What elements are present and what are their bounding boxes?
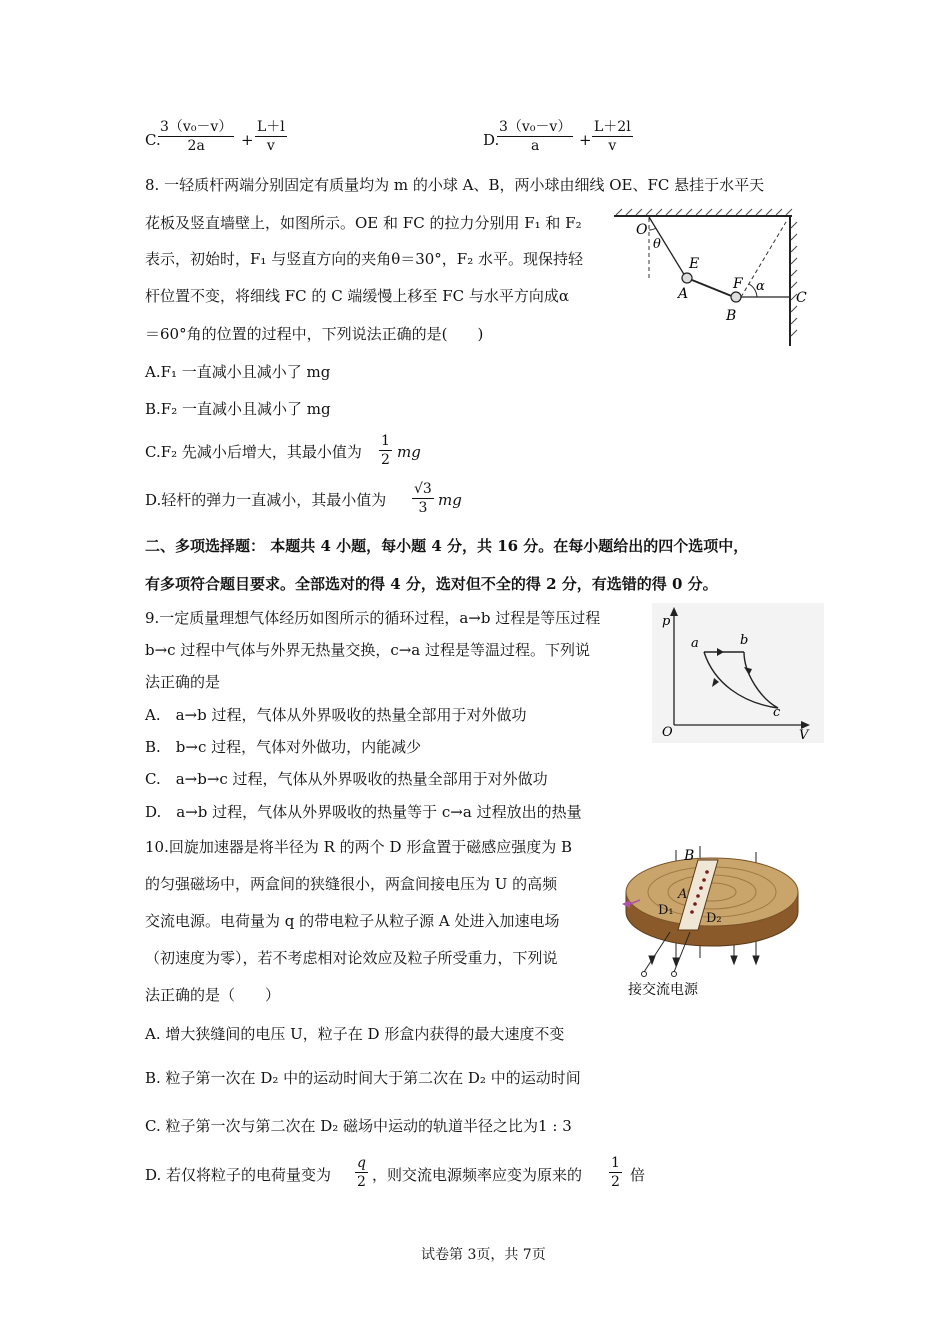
q9-option-a: A. a→b 过程，气体从外界吸收的热量全部用于对外做功: [145, 706, 527, 724]
q10-stem-line3: 交流电源。电荷量为 q 的带电粒子从粒子源 A 处进入加速电场: [145, 912, 560, 930]
wall-hatching: [791, 222, 797, 336]
q9-pv-diagram: [652, 603, 824, 743]
label-c: C: [796, 290, 807, 306]
q10-stem-line4: （初速度为零），若不考虑相对论效应及粒子所受重力，下列说: [145, 949, 558, 967]
label-b: B: [684, 848, 695, 864]
figure-caption: 接交流电源: [628, 982, 698, 998]
fraction-numerator: √3: [414, 481, 432, 497]
fraction-denominator: v: [608, 138, 617, 154]
q10-stem-line2: 的匀强磁场中，两盒间的狭缝很小，两盒间接电压为 U 的高频: [145, 875, 558, 893]
q7-option-d-label: D.: [483, 131, 500, 149]
fraction-denominator: 2: [611, 1174, 620, 1190]
q7-option-d-fraction1: [497, 118, 573, 155]
fraction-numerator: q: [357, 1155, 366, 1171]
fraction-numerator: L＋l: [257, 119, 285, 135]
q9-stem-line3: 法正确的是: [145, 673, 221, 691]
field-arrows: [649, 956, 759, 966]
label-d2: D₂: [706, 911, 722, 926]
q10-option-d: D. 若仅将粒子的电荷量变为: [145, 1166, 332, 1184]
label-b: B: [726, 308, 737, 324]
label-theta: θ: [653, 237, 661, 252]
figure-background: [652, 603, 824, 743]
fraction-numerator: L＋2l: [594, 119, 631, 135]
label-e: E: [689, 256, 700, 272]
q9-stem-line1: 9.一定质量理想气体经历如图所示的循环过程，a→b 过程是等压过程: [145, 609, 601, 627]
q8-option-c: C.F₂ 先减小后增大，其最小值为: [145, 443, 362, 461]
label-p: p: [662, 614, 671, 629]
q8-option-a: A.F₁ 一直减小且减小了 mg: [145, 363, 331, 381]
label-o: O: [662, 725, 673, 740]
label-a: A: [678, 286, 689, 302]
q10-option-a: A. 增大狭缝间的电压 U，粒子在 D 形盒内获得的最大速度不变: [145, 1025, 565, 1043]
q10-option-c: C. 粒子第一次与第二次在 D₂ 磁场中运动的轨道半径之比为1 : 3: [145, 1117, 572, 1135]
q10-option-b: B. 粒子第一次在 D₂ 中的运动时间大于第二次在 D₂ 中的运动时间: [145, 1069, 581, 1087]
q10-option-d-middle: ，则交流电源频率应变为原来的: [372, 1166, 583, 1184]
q10-stem-line5: 法正确的是（ ）: [145, 986, 281, 1004]
q9-option-d: D. a→b 过程，气体从外界吸收的热量等于 c→a 过程放出的热量: [145, 803, 582, 821]
light-rod: [687, 278, 734, 297]
section2-heading-line1: 二、多项选择题： 本题共 4 小题，每小题 4 分，共 16 分。在每小题给出的四个选项中，: [145, 537, 749, 555]
q9-option-b: B. b→c 过程，气体对外做功，内能减少: [145, 738, 422, 756]
label-o: O: [636, 222, 648, 238]
ceiling-hatching: [616, 209, 792, 215]
q9-stem-line2: b→c 过程中气体与外界无热量交换，c→a 过程是等温过程。下列说: [145, 641, 591, 659]
q8-option-c-unit: mg: [397, 443, 421, 461]
fraction-numerator: 1: [611, 1155, 620, 1171]
section2-heading-line2: 有多项符合题目要求。全部选对的得 4 分，选对但不全的得 2 分，有选错的得 0 分。: [145, 575, 718, 593]
q8-option-d-fraction: [412, 480, 434, 517]
label-f: F: [733, 276, 743, 292]
fraction-denominator: v: [266, 138, 275, 154]
q8-stem-line3: 表示，初始时，F₁ 与竖直方向的夹角θ＝30°，F₂ 水平。现保持轻: [145, 250, 583, 268]
plus-sign: +: [579, 131, 592, 149]
q8-stem-line4: 杆位置不变，将细线 FC 的 C 端缓慢上移至 FC 与水平方向成α: [145, 287, 569, 305]
theta-arc: [649, 228, 656, 230]
q10-cyclotron-figure: [614, 842, 800, 1002]
fraction-numerator: 1: [381, 433, 390, 449]
label-a: A: [678, 887, 688, 902]
q8-stem-line5: ＝60°角的位置的过程中，下列说法正确的是( ): [145, 325, 484, 343]
label-v: V: [799, 728, 809, 743]
fraction-denominator: a: [530, 138, 540, 154]
q10-option-d-end: 倍: [630, 1166, 646, 1184]
q10-stem-line1: 10.回旋加速器是将半径为 R 的两个 D 形盒置于磁感应强度为 B: [145, 838, 573, 856]
q8-option-c-fraction: [379, 432, 392, 469]
q8-stem-line2: 花板及竖直墙壁上，如图所示。OE 和 FC 的拉力分别用 F₁ 和 F₂: [145, 214, 582, 232]
q10-option-d-fraction2: [609, 1154, 622, 1191]
q8-option-d: D.轻杆的弹力一直减小，其最小值为: [145, 491, 387, 509]
ball-b: [731, 292, 741, 302]
label-d1: D₁: [658, 903, 674, 918]
page-footer: 试卷第 3页，共 7页: [421, 1247, 546, 1263]
label-c: c: [773, 705, 781, 720]
q7-option-c-fraction2: [255, 118, 287, 155]
label-a: a: [691, 636, 699, 651]
q8-option-b: B.F₂ 一直减小且减小了 mg: [145, 400, 331, 418]
terminal-1: [642, 972, 647, 977]
fraction-numerator: 3（v₀－v）: [499, 119, 572, 135]
fraction-denominator: 2: [357, 1174, 366, 1190]
q10-option-d-fraction1: [355, 1154, 368, 1191]
fraction-denominator: 3: [418, 500, 428, 516]
terminal-2: [672, 972, 677, 977]
q7-option-c-fraction1: [158, 118, 234, 155]
fraction-numerator: 3（v₀－v）: [160, 119, 233, 135]
ball-a: [682, 273, 692, 283]
label-alpha: α: [756, 279, 765, 294]
q7-option-c-label: C.: [145, 131, 161, 149]
plus-sign: +: [241, 131, 254, 149]
label-b: b: [740, 633, 749, 648]
q9-option-c: C. a→b→c 过程，气体从外界吸收的热量全部用于对外做功: [145, 770, 548, 788]
q8-stem-line1: 8. 一轻质杆两端分别固定有质量均为 m 的小球 A、B，两小球由细线 OE、FC 悬挂于水平天: [145, 176, 765, 194]
fraction-denominator: 2: [381, 452, 390, 468]
fraction-denominator: 2a: [187, 138, 205, 154]
q7-option-d-fraction2: [592, 118, 633, 155]
q8-figure: [612, 208, 812, 350]
q8-option-d-unit: mg: [438, 491, 462, 509]
